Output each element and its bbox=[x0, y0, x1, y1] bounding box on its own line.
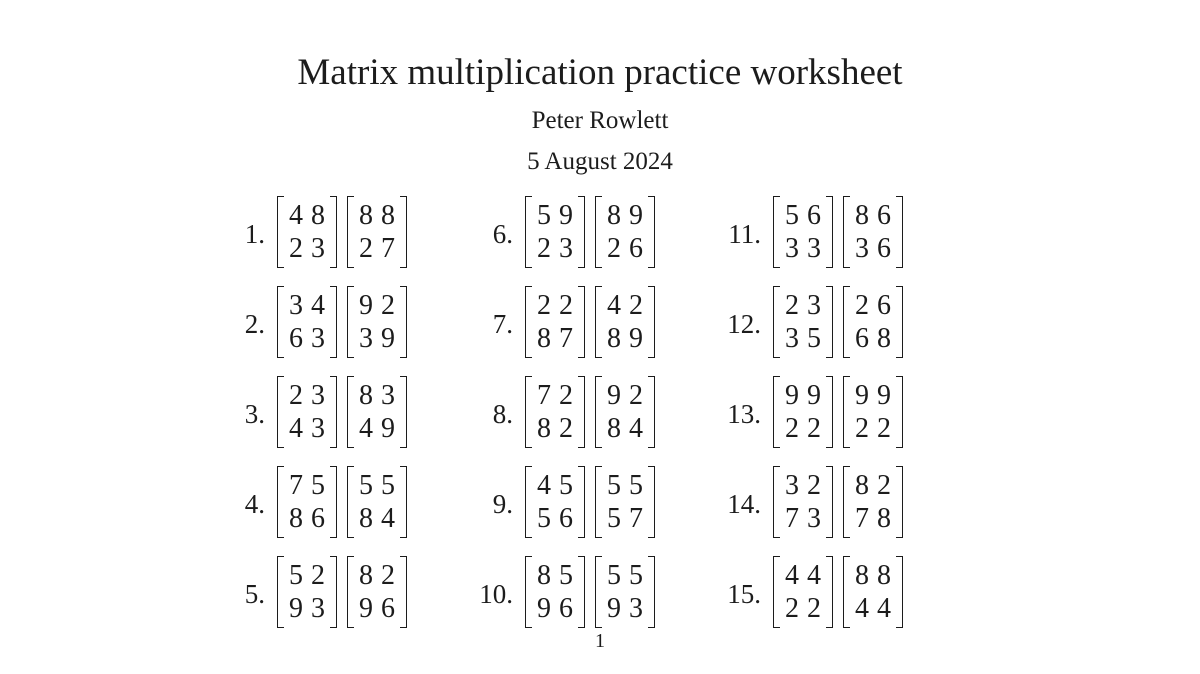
matrix-b-cells bbox=[602, 196, 648, 268]
matrix-cell: 2 bbox=[311, 560, 325, 591]
matrix-b-cells bbox=[354, 196, 400, 268]
matrix-cell: 4 bbox=[311, 290, 325, 321]
problem bbox=[223, 466, 407, 538]
matrix-right-bracket bbox=[330, 466, 337, 538]
matrix-cell: 6 bbox=[877, 200, 891, 231]
matrix-left-bracket bbox=[595, 556, 602, 628]
matrix-right-bracket bbox=[330, 196, 337, 268]
matrix-b-cells bbox=[602, 556, 648, 628]
matrix-left-bracket bbox=[773, 196, 780, 268]
matrix-right-bracket bbox=[826, 466, 833, 538]
matrix-b bbox=[595, 376, 655, 448]
matrix-right-bracket bbox=[896, 556, 903, 628]
matrix-b-cells bbox=[850, 286, 896, 358]
matrix-left-bracket bbox=[773, 556, 780, 628]
matrix-b-cells bbox=[850, 376, 896, 448]
problem bbox=[719, 286, 903, 358]
matrix-a bbox=[525, 196, 585, 268]
matrix-cell: 9 bbox=[855, 380, 869, 411]
matrix-cell: 4 bbox=[381, 503, 395, 534]
matrix-left-bracket bbox=[525, 376, 532, 448]
matrix-left-bracket bbox=[277, 466, 284, 538]
matrix-a-cells bbox=[780, 466, 826, 538]
matrix-cell: 3 bbox=[807, 233, 821, 264]
matrix-cell: 8 bbox=[359, 380, 373, 411]
matrix-a-cells bbox=[532, 556, 578, 628]
matrix-cell: 6 bbox=[289, 323, 303, 354]
problem bbox=[223, 196, 407, 268]
matrix-left-bracket bbox=[595, 286, 602, 358]
problem-number: 3. bbox=[244, 398, 265, 429]
matrix-cell: 2 bbox=[877, 470, 891, 501]
matrix-a-cells bbox=[532, 376, 578, 448]
matrix-cell: 6 bbox=[311, 503, 325, 534]
matrix-cell: 9 bbox=[381, 413, 395, 444]
matrix-cell: 8 bbox=[855, 560, 869, 591]
problem-number: 12. bbox=[727, 308, 761, 339]
matrix-left-bracket bbox=[347, 196, 354, 268]
matrix-a-cells bbox=[532, 196, 578, 268]
problem bbox=[471, 286, 655, 358]
matrix-a bbox=[773, 466, 833, 538]
matrix-b bbox=[347, 376, 407, 448]
matrix-cell: 3 bbox=[311, 323, 325, 354]
matrix-b-cells bbox=[602, 376, 648, 448]
problem bbox=[719, 376, 903, 448]
matrix-cell: 2 bbox=[359, 233, 373, 264]
problem-number: 7. bbox=[492, 308, 513, 339]
matrix-b-cells bbox=[602, 466, 648, 538]
matrix-cell: 8 bbox=[359, 503, 373, 534]
matrix-cell: 5 bbox=[559, 470, 573, 501]
matrix-cell: 7 bbox=[559, 323, 573, 354]
problem-number: 10. bbox=[479, 578, 513, 609]
matrix-left-bracket bbox=[277, 556, 284, 628]
matrix-b-cells bbox=[354, 556, 400, 628]
matrix-cell: 6 bbox=[855, 323, 869, 354]
matrix-cell: 3 bbox=[785, 470, 799, 501]
matrix-cell: 4 bbox=[785, 560, 799, 591]
matrix-cell: 8 bbox=[537, 323, 551, 354]
matrix-cell: 6 bbox=[877, 233, 891, 264]
matrix-left-bracket bbox=[277, 376, 284, 448]
matrix-cell: 5 bbox=[807, 323, 821, 354]
matrix-a bbox=[773, 286, 833, 358]
problem bbox=[223, 556, 407, 628]
matrix-right-bracket bbox=[400, 466, 407, 538]
problem bbox=[719, 556, 903, 628]
matrix-left-bracket bbox=[843, 466, 850, 538]
matrix-cell: 4 bbox=[359, 413, 373, 444]
matrix-cell: 9 bbox=[629, 200, 643, 231]
matrix-a bbox=[525, 376, 585, 448]
matrix-cell: 2 bbox=[785, 593, 799, 624]
problem bbox=[223, 286, 407, 358]
matrix-left-bracket bbox=[347, 286, 354, 358]
matrix-cell: 2 bbox=[381, 560, 395, 591]
matrix-cell: 7 bbox=[855, 503, 869, 534]
problem-number: 14. bbox=[727, 488, 761, 519]
matrix-left-bracket bbox=[843, 556, 850, 628]
matrix-left-bracket bbox=[595, 196, 602, 268]
matrix-cell: 3 bbox=[311, 593, 325, 624]
matrix-b-cells bbox=[602, 286, 648, 358]
matrix-cell: 6 bbox=[559, 593, 573, 624]
matrix-left-bracket bbox=[525, 286, 532, 358]
matrix-cell: 7 bbox=[629, 503, 643, 534]
matrix-cell: 7 bbox=[289, 470, 303, 501]
matrix-cell: 5 bbox=[537, 200, 551, 231]
matrix-right-bracket bbox=[826, 196, 833, 268]
matrix-b bbox=[347, 196, 407, 268]
matrix-left-bracket bbox=[277, 196, 284, 268]
matrix-b bbox=[347, 556, 407, 628]
problem-number: 11. bbox=[728, 218, 761, 249]
matrix-cell: 8 bbox=[855, 200, 869, 231]
matrix-left-bracket bbox=[347, 376, 354, 448]
matrix-cell: 8 bbox=[537, 560, 551, 591]
problem-number: 4. bbox=[244, 488, 265, 519]
matrix-cell: 2 bbox=[807, 470, 821, 501]
matrix-cell: 9 bbox=[607, 380, 621, 411]
matrix-cell: 2 bbox=[289, 233, 303, 264]
problem bbox=[719, 466, 903, 538]
matrix-cell: 2 bbox=[807, 413, 821, 444]
problem-number: 1. bbox=[244, 218, 265, 249]
problem-number: 6. bbox=[492, 218, 513, 249]
matrix-b-cells bbox=[850, 196, 896, 268]
matrix-cell: 2 bbox=[289, 380, 303, 411]
matrix-right-bracket bbox=[896, 196, 903, 268]
matrix-cell: 6 bbox=[807, 200, 821, 231]
matrix-b bbox=[347, 286, 407, 358]
matrix-right-bracket bbox=[400, 556, 407, 628]
matrix-a bbox=[277, 556, 337, 628]
matrix-a bbox=[773, 196, 833, 268]
matrix-a-cells bbox=[284, 196, 330, 268]
matrix-b bbox=[843, 196, 903, 268]
matrix-right-bracket bbox=[648, 196, 655, 268]
matrix-b bbox=[843, 376, 903, 448]
matrix-cell: 5 bbox=[629, 560, 643, 591]
matrix-cell: 2 bbox=[559, 290, 573, 321]
matrix-cell: 9 bbox=[381, 323, 395, 354]
problem-number: 13. bbox=[727, 398, 761, 429]
matrix-a bbox=[277, 466, 337, 538]
matrix-left-bracket bbox=[525, 196, 532, 268]
matrix-cell: 5 bbox=[359, 470, 373, 501]
matrix-cell: 6 bbox=[381, 593, 395, 624]
matrix-b bbox=[347, 466, 407, 538]
matrix-cell: 4 bbox=[807, 560, 821, 591]
matrix-right-bracket bbox=[826, 376, 833, 448]
matrix-cell: 4 bbox=[877, 593, 891, 624]
matrix-left-bracket bbox=[773, 376, 780, 448]
matrix-left-bracket bbox=[595, 466, 602, 538]
matrix-cell: 9 bbox=[537, 593, 551, 624]
matrix-cell: 8 bbox=[359, 200, 373, 231]
problem-number: 2. bbox=[244, 308, 265, 339]
matrix-cell: 6 bbox=[629, 233, 643, 264]
worksheet-date: 5 August 2024 bbox=[527, 148, 673, 175]
worksheet-title: Matrix multiplication practice worksheet bbox=[297, 52, 903, 93]
matrix-cell: 9 bbox=[807, 380, 821, 411]
matrix-right-bracket bbox=[648, 376, 655, 448]
matrix-right-bracket bbox=[578, 376, 585, 448]
matrix-left-bracket bbox=[773, 286, 780, 358]
matrix-right-bracket bbox=[578, 556, 585, 628]
problems-grid bbox=[223, 196, 1200, 628]
matrix-right-bracket bbox=[826, 286, 833, 358]
matrix-right-bracket bbox=[578, 196, 585, 268]
matrix-cell: 8 bbox=[855, 470, 869, 501]
matrix-cell: 7 bbox=[381, 233, 395, 264]
matrix-cell: 8 bbox=[877, 560, 891, 591]
matrix-a-cells bbox=[780, 286, 826, 358]
matrix-cell: 3 bbox=[289, 290, 303, 321]
matrix-cell: 5 bbox=[607, 470, 621, 501]
matrix-right-bracket bbox=[826, 556, 833, 628]
matrix-cell: 2 bbox=[855, 290, 869, 321]
matrix-cell: 8 bbox=[877, 503, 891, 534]
matrix-cell: 9 bbox=[289, 593, 303, 624]
matrix-b-cells bbox=[850, 556, 896, 628]
matrix-a-cells bbox=[284, 556, 330, 628]
matrix-cell: 9 bbox=[785, 380, 799, 411]
matrix-b bbox=[843, 466, 903, 538]
page-number: 1 bbox=[595, 630, 605, 652]
matrix-a-cells bbox=[284, 376, 330, 448]
problem bbox=[471, 376, 655, 448]
matrix-cell: 4 bbox=[629, 413, 643, 444]
problem bbox=[719, 196, 903, 268]
matrix-a bbox=[277, 286, 337, 358]
matrix-a-cells bbox=[532, 466, 578, 538]
matrix-b bbox=[595, 196, 655, 268]
matrix-cell: 2 bbox=[877, 413, 891, 444]
matrix-a-cells bbox=[532, 286, 578, 358]
matrix-right-bracket bbox=[648, 466, 655, 538]
matrix-cell: 8 bbox=[359, 560, 373, 591]
matrix-cell: 5 bbox=[311, 470, 325, 501]
problem bbox=[471, 466, 655, 538]
matrix-a bbox=[773, 376, 833, 448]
matrix-left-bracket bbox=[277, 286, 284, 358]
matrix-cell: 2 bbox=[607, 233, 621, 264]
matrix-cell: 9 bbox=[559, 200, 573, 231]
matrix-cell: 3 bbox=[807, 290, 821, 321]
matrix-right-bracket bbox=[896, 466, 903, 538]
matrix-cell: 9 bbox=[877, 380, 891, 411]
matrix-a bbox=[277, 376, 337, 448]
matrix-cell: 9 bbox=[607, 593, 621, 624]
matrix-cell: 5 bbox=[607, 560, 621, 591]
matrix-cell: 5 bbox=[607, 503, 621, 534]
matrix-left-bracket bbox=[347, 556, 354, 628]
matrix-cell: 3 bbox=[311, 413, 325, 444]
matrix-cell: 9 bbox=[359, 290, 373, 321]
matrix-cell: 8 bbox=[607, 323, 621, 354]
matrix-cell: 3 bbox=[855, 233, 869, 264]
problem-number: 15. bbox=[727, 578, 761, 609]
matrix-cell: 8 bbox=[381, 200, 395, 231]
matrix-b bbox=[595, 466, 655, 538]
matrix-cell: 3 bbox=[559, 233, 573, 264]
matrix-cell: 8 bbox=[311, 200, 325, 231]
matrix-right-bracket bbox=[896, 376, 903, 448]
matrix-cell: 4 bbox=[855, 593, 869, 624]
matrix-b bbox=[595, 286, 655, 358]
matrix-left-bracket bbox=[595, 376, 602, 448]
matrix-cell: 3 bbox=[629, 593, 643, 624]
matrix-cell: 5 bbox=[381, 470, 395, 501]
matrix-cell: 8 bbox=[877, 323, 891, 354]
matrix-cell: 5 bbox=[559, 560, 573, 591]
matrix-cell: 3 bbox=[311, 380, 325, 411]
matrix-cell: 3 bbox=[785, 323, 799, 354]
matrix-left-bracket bbox=[843, 376, 850, 448]
matrix-b-cells bbox=[354, 376, 400, 448]
problem bbox=[223, 376, 407, 448]
matrix-b-cells bbox=[354, 286, 400, 358]
matrix-right-bracket bbox=[578, 466, 585, 538]
matrix-cell: 3 bbox=[381, 380, 395, 411]
matrix-cell: 5 bbox=[629, 470, 643, 501]
matrix-left-bracket bbox=[525, 556, 532, 628]
matrix-cell: 5 bbox=[537, 503, 551, 534]
problem bbox=[471, 556, 655, 628]
matrix-cell: 3 bbox=[311, 233, 325, 264]
matrix-a bbox=[277, 196, 337, 268]
matrix-cell: 4 bbox=[607, 290, 621, 321]
matrix-cell: 9 bbox=[629, 323, 643, 354]
matrix-cell: 7 bbox=[785, 503, 799, 534]
matrix-cell: 8 bbox=[607, 413, 621, 444]
matrix-cell: 8 bbox=[537, 413, 551, 444]
matrix-cell: 2 bbox=[559, 380, 573, 411]
matrix-cell: 2 bbox=[537, 233, 551, 264]
matrix-cell: 3 bbox=[807, 503, 821, 534]
matrix-a-cells bbox=[780, 376, 826, 448]
matrix-cell: 5 bbox=[289, 560, 303, 591]
matrix-cell: 2 bbox=[807, 593, 821, 624]
matrix-left-bracket bbox=[773, 466, 780, 538]
matrix-cell: 2 bbox=[629, 290, 643, 321]
matrix-cell: 6 bbox=[559, 503, 573, 534]
matrix-right-bracket bbox=[330, 286, 337, 358]
matrix-cell: 3 bbox=[359, 323, 373, 354]
problem bbox=[471, 196, 655, 268]
matrix-b bbox=[843, 556, 903, 628]
matrix-left-bracket bbox=[525, 466, 532, 538]
matrix-right-bracket bbox=[400, 376, 407, 448]
matrix-cell: 8 bbox=[289, 503, 303, 534]
matrix-b bbox=[595, 556, 655, 628]
matrix-right-bracket bbox=[648, 286, 655, 358]
matrix-right-bracket bbox=[578, 286, 585, 358]
matrix-a bbox=[525, 466, 585, 538]
matrix-b bbox=[843, 286, 903, 358]
matrix-a bbox=[525, 286, 585, 358]
matrix-left-bracket bbox=[843, 286, 850, 358]
matrix-a bbox=[773, 556, 833, 628]
matrix-cell: 5 bbox=[785, 200, 799, 231]
matrix-b-cells bbox=[354, 466, 400, 538]
matrix-cell: 2 bbox=[785, 413, 799, 444]
matrix-right-bracket bbox=[330, 556, 337, 628]
matrix-cell: 3 bbox=[785, 233, 799, 264]
worksheet-header bbox=[0, 0, 1200, 176]
matrix-a-cells bbox=[284, 466, 330, 538]
matrix-cell: 4 bbox=[289, 413, 303, 444]
matrix-cell: 2 bbox=[785, 290, 799, 321]
problem-number: 5. bbox=[244, 578, 265, 609]
matrix-a-cells bbox=[284, 286, 330, 358]
matrix-cell: 8 bbox=[607, 200, 621, 231]
matrix-left-bracket bbox=[347, 466, 354, 538]
problem-number: 9. bbox=[492, 488, 513, 519]
matrix-cell: 2 bbox=[537, 290, 551, 321]
worksheet-author: Peter Rowlett bbox=[531, 107, 669, 134]
matrix-cell: 4 bbox=[289, 200, 303, 231]
matrix-a bbox=[525, 556, 585, 628]
matrix-cell: 2 bbox=[381, 290, 395, 321]
matrix-cell: 2 bbox=[559, 413, 573, 444]
matrix-left-bracket bbox=[843, 196, 850, 268]
matrix-b-cells bbox=[850, 466, 896, 538]
matrix-cell: 4 bbox=[537, 470, 551, 501]
matrix-a-cells bbox=[780, 196, 826, 268]
matrix-cell: 6 bbox=[877, 290, 891, 321]
matrix-right-bracket bbox=[400, 196, 407, 268]
matrix-right-bracket bbox=[400, 286, 407, 358]
problem-number: 8. bbox=[492, 398, 513, 429]
matrix-right-bracket bbox=[896, 286, 903, 358]
matrix-a-cells bbox=[780, 556, 826, 628]
matrix-cell: 7 bbox=[537, 380, 551, 411]
matrix-cell: 2 bbox=[629, 380, 643, 411]
matrix-right-bracket bbox=[648, 556, 655, 628]
matrix-cell: 9 bbox=[359, 593, 373, 624]
matrix-right-bracket bbox=[330, 376, 337, 448]
matrix-cell: 2 bbox=[855, 413, 869, 444]
